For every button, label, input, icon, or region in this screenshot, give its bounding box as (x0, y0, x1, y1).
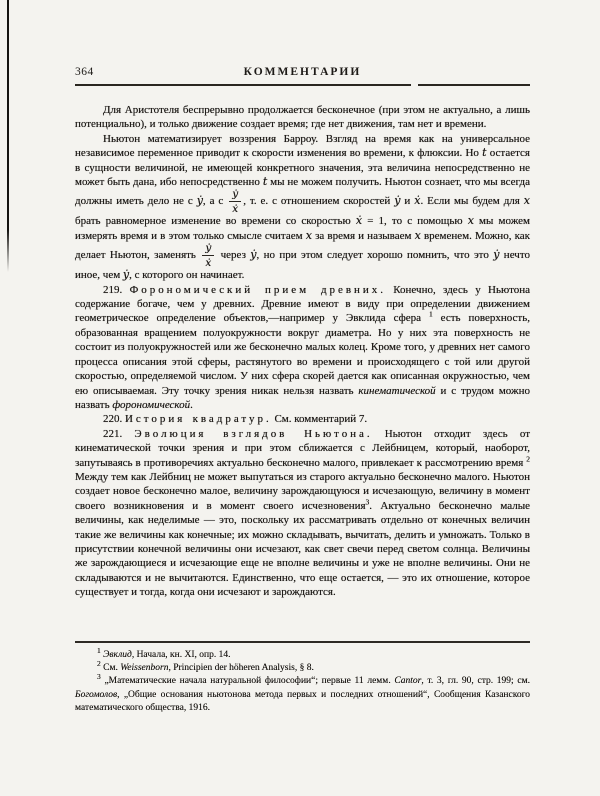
math-variable: x (523, 194, 530, 208)
text-run: и (400, 195, 415, 208)
fluxion-fraction (229, 189, 241, 214)
text-run: нечто иное, чем (75, 249, 530, 282)
page-header (75, 66, 530, 81)
text-run: есть поверхность, образованная вращением полуокружности вокруг диаметра. Но у них эта поверхность не состоит из полуокружностей или же бесконечно малых колец. Кроме того, у древних нет самого процесса описания этой сферы, растянутого во времени и происходящего с той или другой скоростью, определяемой числом. У них сфера скорей дается как описанная окружностью, чем ею описываемая. Эту точку зрения никак нельзя назвать (75, 312, 530, 397)
text-run: брать равномерное изменение во времени со скоростью (75, 215, 356, 228)
text-run: , т. 3, гл. 90, стр. 199; см. (421, 676, 530, 687)
text-run: остается в сущности величиной, не имеющей конкретного значения, эта величина непосредственно не может быть дана, ибо непосредственно (75, 147, 530, 189)
text-run: , а с (202, 195, 228, 208)
footnote (75, 672, 530, 715)
text-run: Ньютон отходит здесь от кинематической точки зрения и при этом сближается с Лейбницем, который, наоборот, запутываясь в противоречиях актуально бесконечно малого, привлекает к рассмотрению время (75, 427, 531, 469)
header-rule (75, 84, 530, 86)
math-variable: ẏ (122, 268, 130, 282)
math-variable: ẋ (414, 194, 421, 208)
text-run: См. (100, 663, 121, 674)
text-run: Между тем как Лейбниц не может выпутаться из старого актуально бесконечно малого. Ньютон создает новое бесконечно малое, величину зарождающуюся и исчезающую, величину в момент своего возникновения и в момент своего исчезновения (75, 470, 530, 512)
italic-text: форономической (112, 398, 191, 411)
italic-text: Weissenborn (120, 663, 169, 674)
paragraph (75, 103, 530, 132)
paragraph (75, 283, 530, 413)
text-run: мы не можем получить. Ньютон сознает, что мы всегда должны иметь дело не с (75, 176, 530, 208)
text-run: , но при этом следует хорошо помнить, что это (256, 249, 494, 262)
math-variable: ẏ (250, 248, 257, 262)
italic-text: Эвклид (103, 650, 132, 660)
fluxion-fraction (202, 243, 214, 268)
spaced-heading: Форономический прием древних. (129, 283, 386, 296)
scan-edge-artifact (7, 0, 9, 272)
footnote-marker: 3 (97, 672, 101, 682)
text-run: . Если мы будем для (420, 195, 524, 208)
text-run: за время и называем (311, 229, 415, 242)
text-run: Конечно, здесь у Ньютона содержание богаче, чем у древних. Древние имеют в виду при определении движением геометрическое определение объектов,—например у Эвклида сфера (75, 283, 530, 325)
fraction-numerator: ẏ (229, 189, 241, 202)
running-header: КОММЕНТАРИИ (243, 66, 362, 78)
text-run: , Principien der höheren Analysis, § 8. (168, 663, 314, 674)
spaced-heading: Эволюция взглядов Ньютона. (134, 427, 373, 440)
footnote-marker: 1 (97, 645, 101, 655)
text-run: 221. (103, 427, 135, 440)
text-run: . (190, 398, 193, 411)
text-run: , с которого он начинает. (129, 269, 245, 282)
math-variable: x (305, 228, 312, 242)
math-variable: t (482, 146, 487, 160)
math-variable: x (414, 228, 421, 242)
fraction-numerator: ẏ (202, 243, 214, 256)
paragraph (75, 427, 530, 600)
fraction-denominator: ẋ (205, 256, 212, 269)
footnote-marker: 2 (526, 453, 530, 463)
text-run: , „Общие основания ньютонова метода первых и последних отношений“, Сообщения Казанского математического общества, 1916. (75, 689, 530, 713)
text-run: , т. е. с отношением скоростей (243, 195, 395, 208)
footnote (75, 645, 530, 662)
text-run: . Актуально бесконечно малые величины, как неделимые — это, поскольку их рассматривать отдельно от конечных величин такие же величины как конечные; их можно складывать, вычитать, делить и умножать. Только в присутствии конечной величины они исчезают, как свет свечи перед светом солнца. Величины же зарождающиеся и исчезающие еще не вполне величины и уже не вполне величины. Они не складываются и не вычитаются. Единственно, что еще остается, — это их отношение, которое существует и тогда, когда они исчезают и зарождаются. (75, 499, 530, 599)
text-run: временем. Можно, как делает Ньютон, заменять (75, 229, 530, 262)
footnotes (75, 645, 530, 715)
page-number: 364 (75, 66, 94, 78)
text-run: и с трудом можно назвать (75, 384, 530, 411)
text-run: через (216, 249, 251, 262)
text-run: , Начала, кн. XI, опр. 14. (131, 650, 231, 660)
math-variable: ẏ (394, 194, 401, 208)
italic-text: Cantor (394, 676, 422, 687)
text-run: „Математические начала натуральной философии“; первые 11 лемм. (100, 676, 395, 687)
italic-text: Богомолов (75, 689, 118, 700)
paragraph (75, 132, 530, 283)
math-variable: ẏ (196, 194, 203, 208)
fraction-denominator: ẋ (232, 202, 239, 215)
footnote-rule (75, 641, 530, 643)
text-run: 220. (103, 413, 125, 426)
text-run: 219. (103, 283, 130, 296)
italic-text: кинематической (358, 384, 436, 397)
paragraph (75, 412, 530, 426)
footnote-marker: 3 (365, 497, 370, 507)
text-run: См. комментарий 7. (271, 413, 368, 426)
footnote (75, 659, 530, 675)
text-run: мы можем измерять время и в этом только смысле считаем (75, 215, 531, 242)
footnote-marker: 2 (97, 659, 101, 669)
text-run: Ньютон математизирует воззрения Барроу. Взгляд на время как на универсальное независимое переменное приводит к скорости изменения во времени, к флюксии. Но (75, 132, 530, 160)
math-variable: x (467, 214, 474, 228)
spaced-heading: История квадратур. (125, 413, 272, 426)
text-run: = 1, то с помощью (362, 215, 468, 228)
math-variable: ẏ (493, 248, 500, 262)
math-variable: ẋ (355, 214, 363, 228)
math-variable: t (262, 175, 268, 189)
body-text (75, 103, 530, 600)
text-run: Для Аристотеля беспрерывно продолжается бесконечное (при этом не актуально, а лишь потенциально), и только движение создает время; где нет движения, там нет и времени. (75, 104, 530, 131)
footnote-marker: 1 (428, 309, 433, 319)
